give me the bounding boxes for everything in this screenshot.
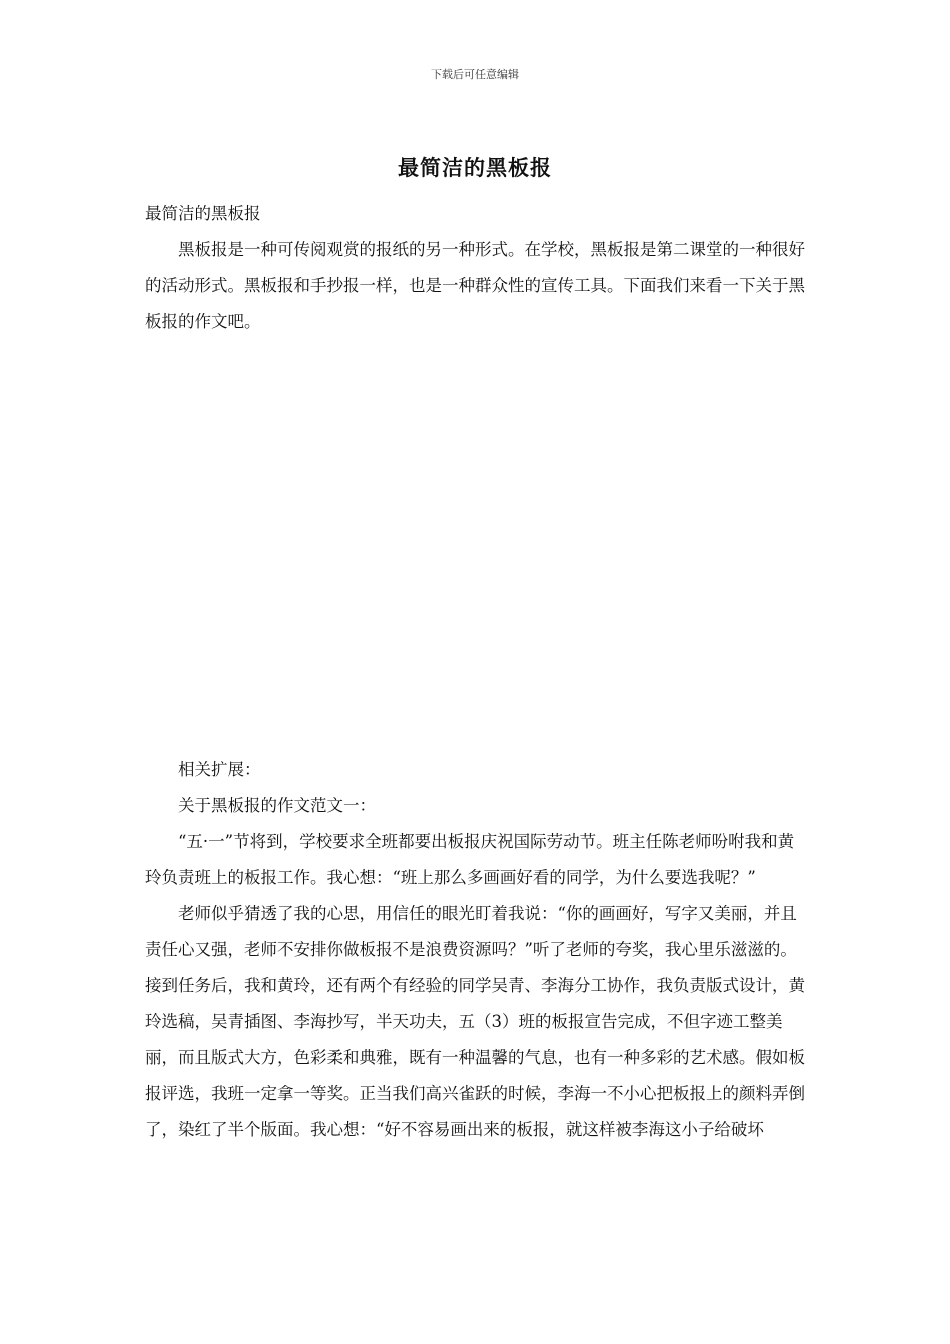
- subtitle-line: 最简洁的黑板报: [145, 204, 261, 223]
- essay-block: [145, 752, 810, 1148]
- essay-title: 关于黑板报的作文范文一：: [178, 796, 376, 815]
- section-label: 相关扩展：: [178, 760, 261, 779]
- document-title: 最简洁的黑板报: [398, 155, 552, 180]
- intro-block: [145, 196, 810, 340]
- essay-paragraph: “五·一”节将到，学校要求全班都要出板报庆祝国际劳动节。班主任陈老师吩咐我和黄玲负责班上的板报工作。我心想：“班上那么多画画好看的同学，为什么要选我呢？”: [145, 832, 795, 887]
- header-note: 下载后可任意编辑: [431, 68, 519, 81]
- intro-paragraph: 黑板报是一种可传阅观赏的报纸的另一种形式。在学校，黑板报是第二课堂的一种很好的活动形式。黑板报和手抄报一样，也是一种群众性的宣传工具。下面我们来看一下关于黑板报的作文吧。: [145, 240, 805, 331]
- essay-paragraph: 老师似乎猜透了我的心思，用信任的眼光盯着我说：“你的画画好，写字又美丽，并且责任心又强，老师不安排你做板报不是浪费资源吗？”听了老师的夸奖，我心里乐滋滋的。接到任务后，我和黄玲，还有两个有经验的同学吴青、李海分工协作，我负责版式设计，黄玲选稿，吴青插图、李海抄写，半天功夫，五（3）班的板报宣告完成，不但字迹工整美丽，而且版式大方，色彩柔和典雅，既有一种温馨的气息，也有一种多彩的艺术感。假如板报评选，我班一定拿一等奖。正当我们高兴雀跃的时候，李海一不小心把板报上的颜料弄倒了，染红了半个版面。我心想：“好不容易画出来的板报，就这样被李海这小子给破坏: [145, 904, 805, 1139]
